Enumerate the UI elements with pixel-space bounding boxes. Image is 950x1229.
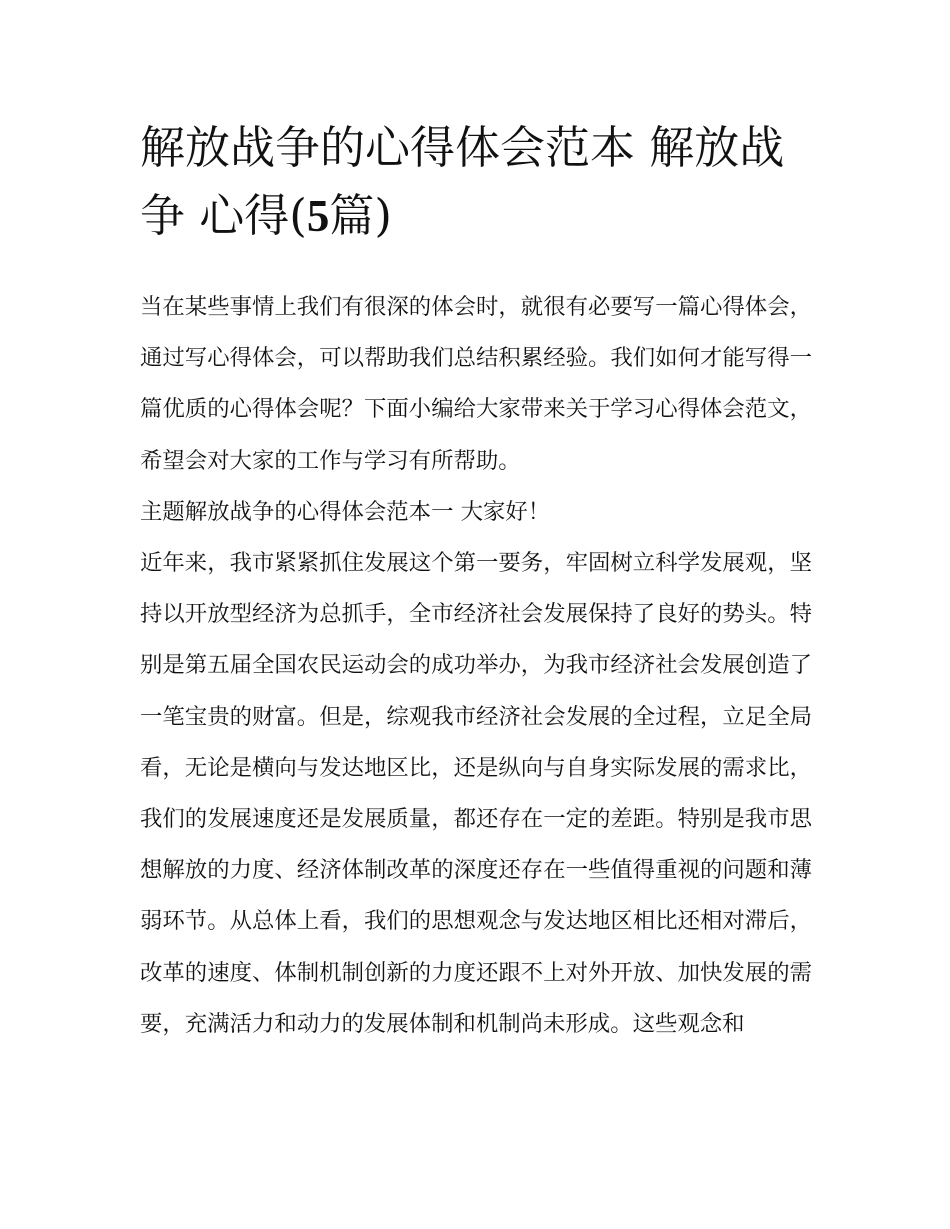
body-paragraph: 近年来，我市紧紧抓住发展这个第一要务，牢固树立科学发展观，坚持以开放型经济为总抓手，全市经济社会发展保持了良好的势头。特别是第五届全国农民运动会的成功举办，为我市经济社会发展创造了一笔宝贵的财富。但是，综观我市经济社会发展的全过程，立足全局看，无论是横向与发达地区比，还是纵向与自身实际发展的需求比，我们的发展速度还是发展质量，都还存在一定的差距。特别是我市思想解放的力度、经济体制改革的深度还存在一些值得重视的问题和薄弱环节。从总体上看，我们的思想观念与发达地区相比还相对滞后，改革的速度、体制机制创新的力度还跟不上对外开放、加快发展的需要，充满活力和动力的发展体制和机制尚未形成。这些观念和	[140, 550, 812, 1037]
document-body	[140, 282, 812, 1050]
document-title	[140, 114, 820, 250]
section-heading: 主题解放战争的心得体会范本一 大家好！	[140, 498, 551, 525]
title-number: 5	[306, 191, 330, 241]
intro-paragraph: 当在某些事情上我们有很深的体会时，就很有必要写一篇心得体会，通过写心得体会，可以帮助我们总结积累经验。我们如何才能写得一篇优质的心得体会呢？下面小编给大家带来关于学习心得体会范文，希望会对大家的工作与学习有所帮助。	[140, 294, 812, 474]
title-main: 解放战争的心得体会范本 解放战争 心得(	[140, 121, 785, 242]
title-end: 篇)	[329, 189, 392, 242]
